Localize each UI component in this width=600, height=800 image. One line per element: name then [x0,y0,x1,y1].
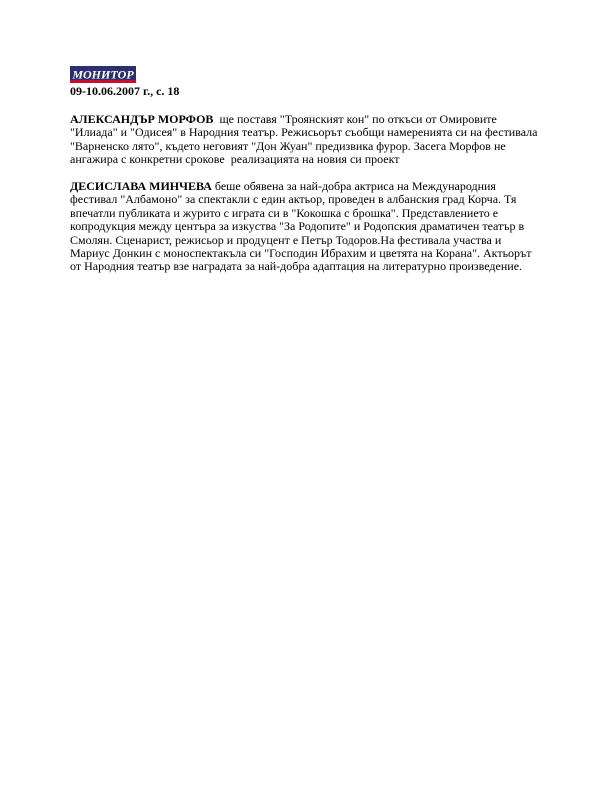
article-morfov [70,113,540,167]
article-name: ДЕСИСЛАВА МИНЧЕВА [70,179,212,193]
publication-date: 09-10.06.2007 г., с. 18 [70,84,180,98]
article-name: АЛЕКСАНДЪР МОРФОВ [70,112,214,126]
article-text: беше обявена за най-добра актриса на Международния фестивал "Албамоно" за спектакли с един актьор, проведен в албанския град Корча. Тя впечатли публиката и журито с играта си в "Кокошка с брошка". Представлението е копродукция между центъра за изкуства "За Родопите" и Родопския драматичен театър в Смолян. Сценарист, режисьор и продуцент е Петър Тодоров.На фестивала участва и Мариус Донкин с моноспектакъла си "Господин Ибрахим и цветята на Корана". Актьорът от Народния театър взе наградата за най-добра адаптация на литературно произведение. [70,179,535,274]
monitor-logo-graphic [70,66,136,83]
article-text: ще поставя "Троянският кон" по откъси от Омировите "Илиада" и "Одисея" в Народния театър. Режисьорът съобщи намеренията си на фестивала "Варненско лято", където неговият "Дон Жуан" предизвика фурор. Засега Морфов не ангажира с конкретни срокове реализацията на новия си проект [70,112,541,167]
monitor-logo-text: МОНИТОР [72,67,134,82]
article-mincheva [70,180,540,274]
monitor-logo [70,66,136,83]
